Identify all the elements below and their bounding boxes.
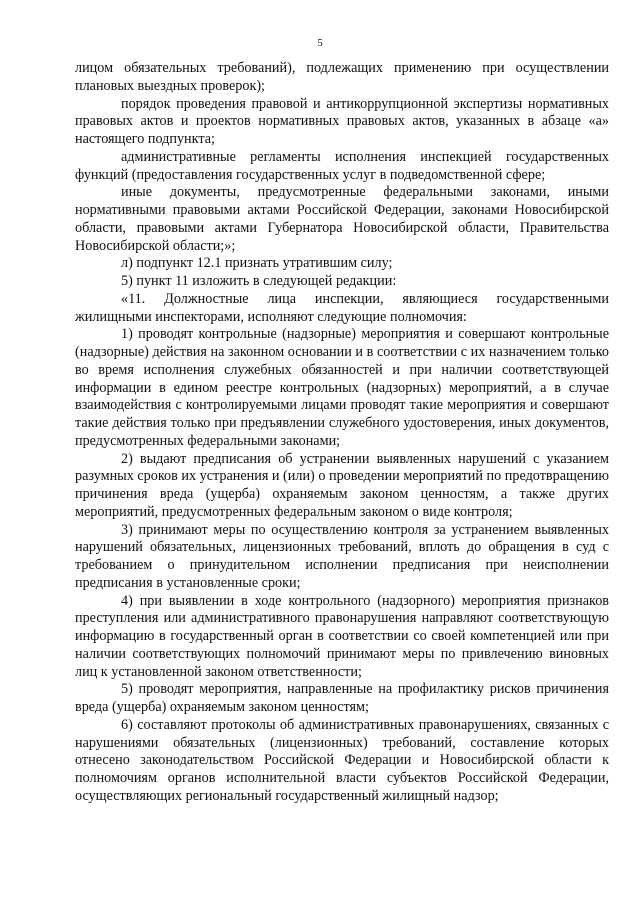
paragraph: 5) проводят мероприятия, направленные на профилактику рисков причинения вреда (ущерба) охраняемым законом ценностям; — [75, 681, 609, 715]
paragraph: иные документы, предусмотренные федеральными законами, иными нормативными правовыми актами Российской Федерации, законами Новосибирской области, правовыми актами Губернатора Новосибирской области, Правительства Новосибирской области;»; — [75, 184, 609, 254]
paragraph: 2) выдают предписания об устранении выявленных нарушений с указанием разумных сроков их устранения и (или) о проведении мероприятий по предотвращению причинения вреда (ущерба) охраняемым законом ценностям, а также других мероприятий, предусмотренных федеральным законом о виде контроля; — [75, 450, 609, 520]
paragraph: 1) проводят контрольные (надзорные) мероприятия и совершают контрольные (надзорные) действия на законном основании и в соответствии с их назначением только во время исполнения служебных обязанностей и при наличии соответствующей информации в едином реестре контрольных (надзорных) мероприятий, а в случае взаимодействия с контролируемыми лицами проводят такие мероприятия и совершают такие действия только при предъявлении служебного удостоверения, иных документов, предусмотренных федеральными законами; — [75, 326, 609, 449]
document-body — [75, 60, 609, 806]
paragraph: 3) принимают меры по осуществлению контроля за устранением выявленных нарушений обязательных, лицензионных требований, вплоть до обращения в суд с требованием о принудительном исполнении предписания при неисполнении предписания в установленные сроки; — [75, 521, 609, 591]
paragraph: порядок проведения правовой и антикоррупционной экспертизы нормативных правовых актов и проектов нормативных правовых актов, указанных в абзаце «а» настоящего подпункта; — [75, 95, 609, 147]
paragraph-continuation: лицом обязательных требований), подлежащих применению при осуществлении плановых выездных проверок); — [75, 60, 609, 94]
paragraph: 4) при выявлении в ходе контрольного (надзорного) мероприятия признаков преступления или административного правонарушения направляют соответствующую информацию в государственный орган в соответствии со своей компетенцией или при наличии соответствующих полномочий принимают меры по привлечению виновных лиц к установленной законом ответственности; — [75, 592, 609, 680]
page-number: 5 — [317, 37, 323, 49]
paragraph: административные регламенты исполнения инспекцией государственных функций (предоставления государственных услуг в подведомственной сфере; — [75, 148, 609, 183]
paragraph: л) подпункт 12.1 признать утратившим силу; — [121, 255, 393, 272]
paragraph: 6) составляют протоколы об административных правонарушениях, связанных с нарушениями обязательных (лицензионных) требований, составление которых отнесено законодательством Российской Федерации и Новосибирской области к полномочиям органов исполнительной власти субъектов Российской Федерации, осуществляющих региональный государственный жилищный надзор; — [75, 716, 609, 804]
paragraph: «11. Должностные лица инспекции, являющиеся государственными жилищными инспекторами, исполняют следующие полномочия: — [75, 290, 609, 325]
paragraph: 5) пункт 11 изложить в следующей редакции: — [121, 273, 397, 289]
